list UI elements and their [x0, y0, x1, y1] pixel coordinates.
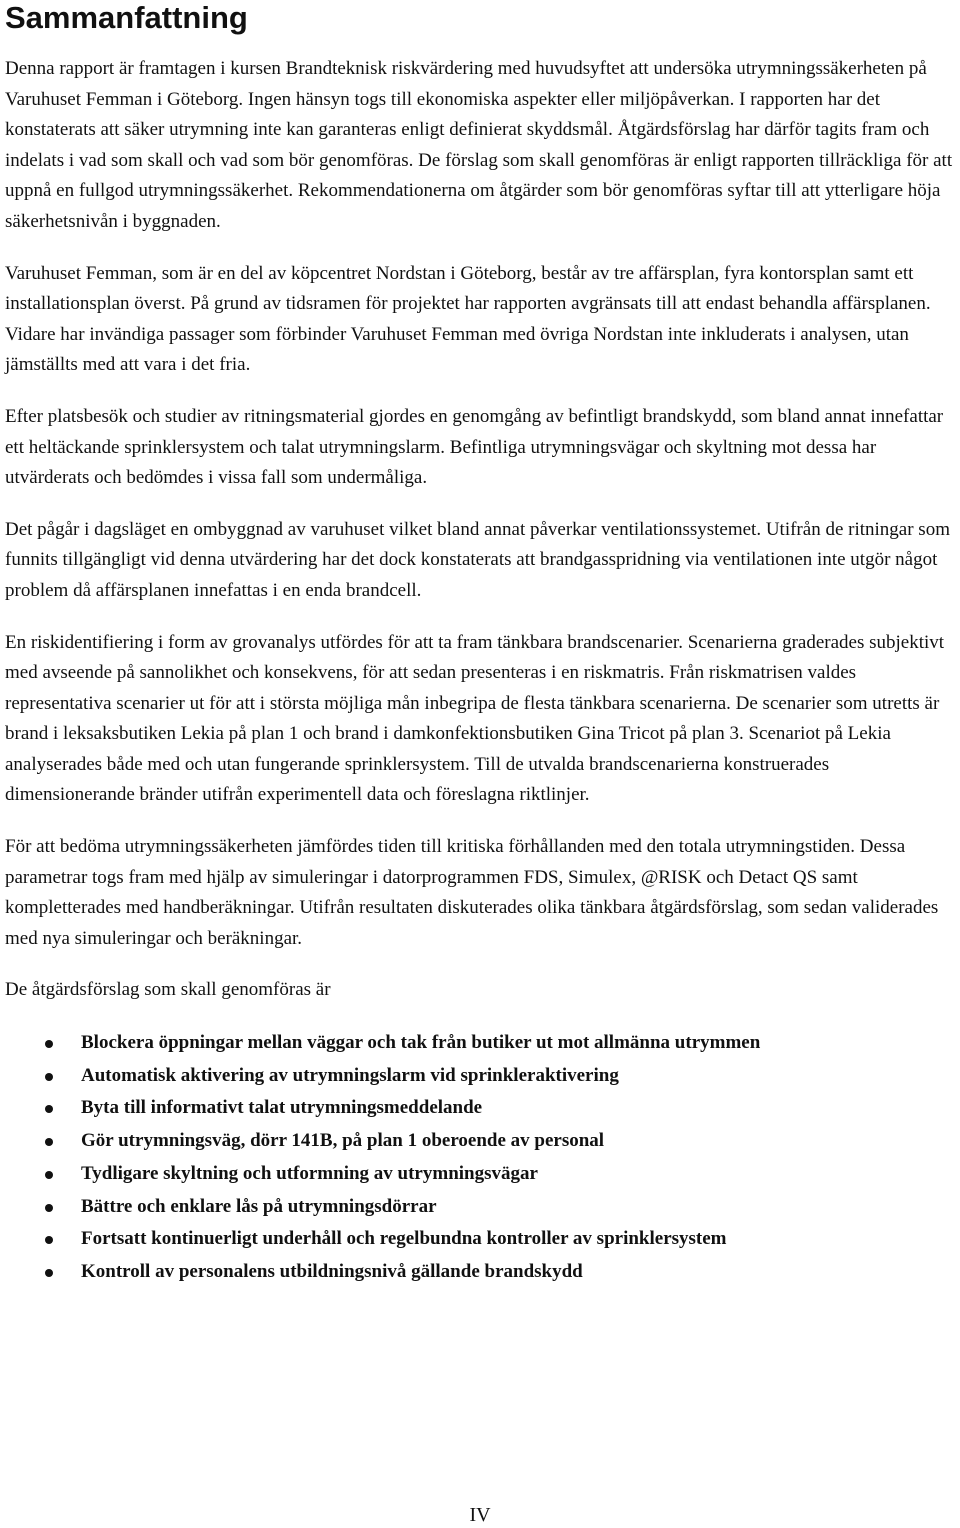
list-item-text: Kontroll av personalens utbildningsnivå gällande brandskydd — [81, 1260, 583, 1282]
paragraph-ventilation: Det pågår i dagsläget en ombyggnad av varuhuset vilket bland annat påverkar ventilationssystemet. Utifrån de ritningar som funnits tillgängligt vid denna utvärdering har det dock konstaterats att brandgasspridning via ventilationen inte utgör något problem då affärsplanen innefattas i en enda brandcell. — [5, 518, 950, 601]
list-item — [5, 1256, 955, 1289]
list-item-text: Automatisk aktivering av utrymningslarm vid sprinkleraktivering — [81, 1064, 619, 1086]
bullet-icon — [45, 1236, 53, 1244]
bullet-icon — [45, 1040, 53, 1048]
paragraph-building: Varuhuset Femman, som är en del av köpcentret Nordstan i Göteborg, består av tre affärsplan, fyra kontorsplan samt ett installationsplan överst. På grund av tidsramen för projektet har rapporten avgränsats till att endast behandla affärsplanen. Vidare har invändiga passager som förbinder Varuhuset Femman med övriga Nordstan inte inkluderats i analysen, utan jämställts med att vara i det fria. — [5, 262, 931, 376]
list-item-text: Fortsatt kontinuerligt underhåll och regelbundna kontroller av sprinklersystem — [81, 1228, 727, 1250]
bullet-icon — [45, 1204, 53, 1212]
list-item — [5, 1158, 955, 1191]
paragraph-measures-intro: De åtgärdsförslag som skall genomföras är — [5, 979, 331, 1001]
document-page — [5, 0, 955, 1289]
list-item-text: Bättre och enklare lås på utrymningsdörrar — [81, 1195, 437, 1217]
measures-list — [5, 1027, 955, 1289]
bullet-icon — [45, 1171, 53, 1179]
list-item — [5, 1125, 955, 1158]
bullet-icon — [45, 1138, 53, 1146]
list-item — [5, 1223, 955, 1256]
paragraph-evaluation: För att bedöma utrymningssäkerheten jämfördes tiden till kritiska förhållanden med den totala utrymningstiden. Dessa parametrar togs fram med hjälp av simuleringar i datorprogrammen FDS, Simulex, @RISK och Detact QS samt kompletterades med handberäkningar. Utifrån resultaten diskuterades olika tänkbara åtgärdsförslag, som sedan validerades med nya simuleringar och beräkningar. — [5, 836, 939, 949]
bullet-icon — [45, 1269, 53, 1277]
list-item-text: Byta till informativt talat utrymningsmeddelande — [81, 1097, 483, 1119]
paragraph-risk-identification: En riskidentifiering i form av grovanalys utfördes för att ta fram tänkbara brandscenarier. Scenarierna graderades subjektivt med avseende på sannolikhet och konsekvens, för att sedan presenteras i en riskmatris. Från riskmatrisen valdes representativa scenarier ut för att i största möjliga mån inbegripa de flesta tänkbara scenarierna. De scenarier som utretts är brand i leksaksbutiken Lekia på plan 1 och brand i damkonfektionsbutiken Gina Tricot på plan 3. Scenariot på Lekia analyserades både med och utan fungerande sprinklersystem. Till de utvalda brandscenarierna konstruerades dimensionerande bränder utifrån experimentell data och föreslagna riktlinjer. — [5, 631, 945, 806]
page-number: IV — [469, 1504, 491, 1526]
list-item — [5, 1092, 955, 1125]
paragraph-intro: Denna rapport är framtagen i kursen Brandteknisk riskvärdering med huvudsyftet att undersöka utrymningssäkerheten på Varuhuset Femman i Göteborg. Ingen hänsyn togs till ekonomiska aspekter eller miljöpåverkan. I rapporten har det konstaterats att säker utrymning inte kan garanteras enligt definierat skyddsmål. Åtgärdsförslag har därför tagits fram och indelats i vad som skall och vad som bör genomföras. De förslag som skall genomföras är enligt rapporten tillräckliga för att uppnå en fullgod utrymningssäkerhet. Rekommendationerna om åtgärder som bör genomföras syftar till att ytterligare höja säkerhetsnivån i byggnaden. — [5, 58, 953, 232]
list-item — [5, 1027, 955, 1060]
list-item-text: Blockera öppningar mellan väggar och tak från butiker ut mot allmänna utrymmen — [81, 1032, 761, 1054]
bullet-icon — [45, 1105, 53, 1113]
list-item — [5, 1060, 955, 1093]
bullet-icon — [45, 1073, 53, 1081]
list-item — [5, 1191, 955, 1224]
paragraph-fire-protection: Efter platsbesök och studier av ritningsmaterial gjordes en genomgång av befintligt brandskydd, som bland annat innefattar ett heltäckande sprinklersystem och talat utrymningslarm. Befintliga utrymningsvägar och skyltning mot dessa har utvärderats och bedömdes i vissa fall som undermåliga. — [5, 405, 944, 489]
page-title: Sammanfattning — [5, 0, 248, 35]
list-item-text: Tydligare skyltning och utformning av utrymningsvägar — [81, 1162, 538, 1184]
list-item-text: Gör utrymningsväg, dörr 141B, på plan 1 oberoende av personal — [81, 1130, 605, 1152]
